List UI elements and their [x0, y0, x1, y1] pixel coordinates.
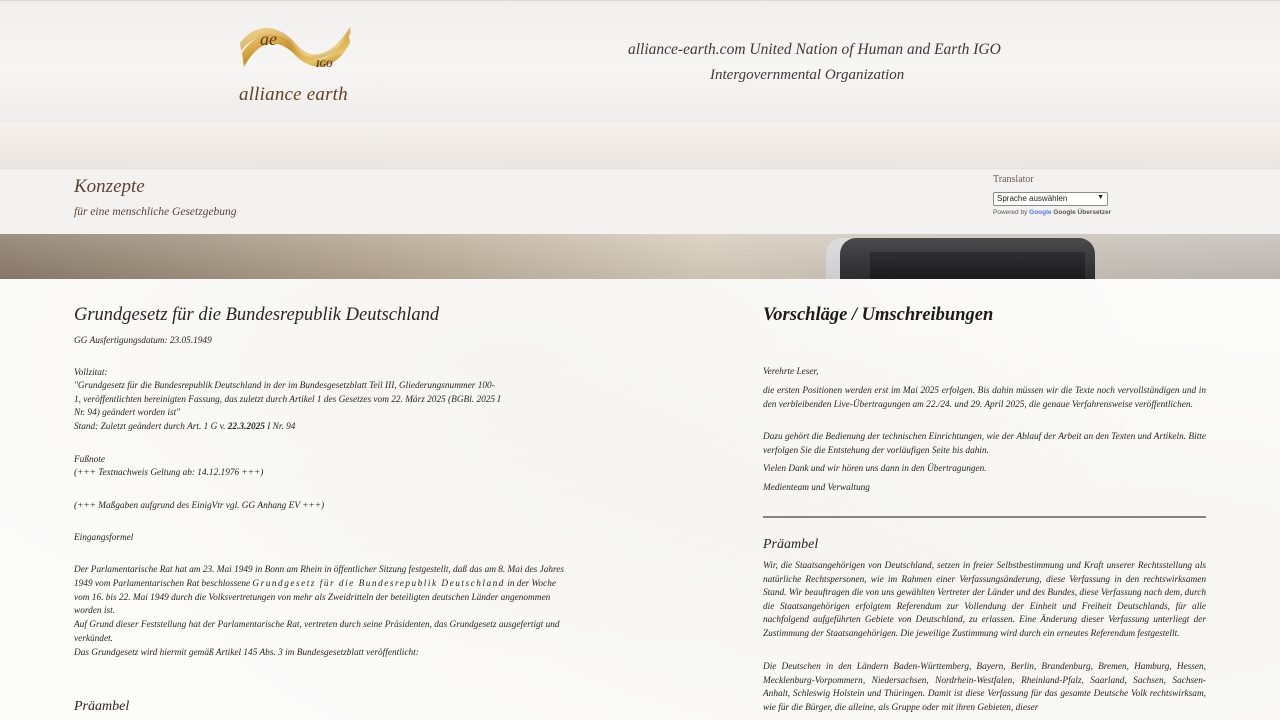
fussnote-text: (+++ Textnachweis Geltung ab: 14.12.1976 +++) [74, 468, 264, 478]
fussnote-label: Fußnote [74, 455, 105, 465]
notice-paragraph: Dazu gehört die Bedienung der technischen Einrichtungen, wie der Ablauf der Arbeit an den Texten und Artikeln. Bitte verfolgen Sie die Entstehung der vorläufigen Seite bis dahin. [763, 432, 1206, 456]
eingangsformel-label: Eingangsformel [74, 533, 134, 543]
translator-label: Translator [993, 174, 1034, 185]
google-logo: Google [1029, 209, 1052, 216]
organization-name: alliance-earth.com United Nation of Human and Earth IGO [628, 41, 1001, 58]
vollzitat-line: Nr. 94) geändert worden ist" [74, 408, 181, 418]
eingangsformel-line: Auf Grund dieser Feststellung hat der Parlamentarische Rat, vertreten durch seine Präsidenten, das Grundgesetz ausgefertigt und [74, 620, 560, 630]
eingangsformel-line: vom 16. bis 22. Mai 1949 durch die Volksvertretungen von mehr als Zweidritteln der beteiligten deutschen Länder angenommen [74, 593, 551, 603]
massgaben-text: (+++ Maßgaben aufgrund des EinigVtr vgl. GG Anhang EV +++) [74, 501, 325, 511]
right-heading: Vorschläge / Umschreibungen [763, 305, 994, 325]
praeambel-paragraph: Wir, die Staatsangehörigen von Deutschland, setzen in freier Selbstbestimmung und Kraft unserer Rechtsstellung als natürliche Rechtspersonen, wie im Rahmen einer Verfassungsänderung, diese Verfassung in den rechtswirksamen Stand. Wir beauftragen die von uns gewählten Vertreter der Länder und des Bundes, diese Verfassung nach dem, durch die Staatsangehörigen erfolgtem Referendum zur Vollendung der Einheit und Freiheit Deutschlands, für alle nachfolgend aufgeführten Gebiete von Deutschland, zu erlassen. Eine Änderung dieser Verfassung unterliegt der Zustimmung der Staatsangehörigen. Die jeweilige Zustimmung wird durch ein erneutes Referendum festgestellt. [763, 561, 1206, 639]
praeambel-paragraph: Die Deutschen in den Ländern Baden-Württemberg, Bayern, Berlin, Brandenburg, Bremen, Hamburg, Hessen, Mecklenburg-Vorpommern, Niedersachsen, Nordrhein-Westfalen, Rheinland-Pfalz, Saarland, Sachsen, Sachsen-Anhalt, Schleswig Holstein und Thüringen. Damit ist diese Verfassung für das gesamte Deutsche Volk rechtswirksam, wie für die Bürger, die alleine, als Gruppe oder mit ihren Gebieten, dieser [763, 662, 1206, 713]
stand-line: Stand: Zuletzt geändert durch Art. 1 G v. 22.3.2025 I Nr. 94 [74, 422, 296, 432]
greeting: Verehrte Leser, [763, 367, 819, 377]
grundgesetz-spaced-title: Grundgesetz für die Bundesrepublik Deutschland [252, 579, 505, 589]
right-praeambel-heading: Präambel [763, 537, 819, 552]
left-praeambel-heading: Präambel [74, 699, 130, 714]
eingangsformel-line: verkündet. [74, 634, 113, 644]
notice-paragraph: Vielen Dank und wir hören uns dann in den Übertragungen. [763, 464, 987, 474]
vollzitat-label: Vollzitat: [74, 368, 108, 378]
notice-paragraph: die ersten Positionen werden erst im Mai 2025 erfolgen. Bis dahin müssen wir die Texte noch vervollständigen und in den verbleibenden Live-Übertragungen am 22./24. und 29. April 2025, die genaue Verfahrensweise veröffentlichen. [763, 386, 1206, 410]
site-title[interactable]: Konzepte [74, 176, 145, 197]
eingangsformel-line: worden ist. [74, 606, 115, 616]
chevron-down-icon: ▼ [1097, 194, 1104, 201]
powered-by-google[interactable] [993, 209, 1111, 216]
gg-date-line: GG Ausfertigungsdatum: 23.05.1949 [74, 336, 212, 346]
background-band [0, 122, 1280, 168]
language-select-value: Sprache auswählen [997, 194, 1068, 203]
hero-image [0, 234, 1280, 279]
eingangsformel-line: Das Grundgesetz wird hiermit gemäß Artikel 145 Abs. 3 im Bundesgesetzblatt veröffentlicht: [74, 648, 419, 658]
alliance-earth-logo-icon[interactable] [238, 23, 352, 73]
organization-type: Intergovernmental Organization [710, 67, 905, 83]
language-select[interactable] [993, 192, 1108, 206]
svg-text:ae: ae [260, 29, 277, 49]
logo-wordmark[interactable]: alliance earth [239, 84, 348, 105]
eingangsformel-line: 1949 vom Parlamentarischen Rat beschlossene Grundgesetz für die Bundesrepublik Deutschland in der Woche [74, 579, 556, 589]
vollzitat-line: 1, veröffentlichten bereinigten Fassung, das zuletzt durch Artikel 1 des Gesetzes vom 22. März 2025 (BGBl. 2025 I [74, 395, 501, 405]
google-translate-link[interactable]: Google Übersetzer [1053, 209, 1112, 216]
signature-line: Medienteam und Verwaltung [763, 483, 870, 493]
powered-by-label: Powered by [993, 209, 1028, 216]
vollzitat-line: "Grundgesetz für die Bundesrepublik Deutschland in der im Bundesgesetzblatt Teil III, Gliederungsnummer 100- [74, 381, 495, 391]
section-divider [763, 516, 1206, 518]
stand-date: 22.3.2025 [227, 422, 265, 432]
site-subtitle: für eine menschliche Gesetzgebung [74, 206, 237, 218]
eingangsformel-line: Der Parlamentarische Rat hat am 23. Mai 1949 in Bonn am Rhein in öffentlicher Sitzung festgestellt, daß das am 8. Mai des Jahres [74, 565, 565, 575]
svg-text:IGO: IGO [316, 59, 333, 69]
site-header [0, 0, 1280, 123]
left-heading: Grundgesetz für die Bundesrepublik Deutschland [74, 305, 440, 325]
